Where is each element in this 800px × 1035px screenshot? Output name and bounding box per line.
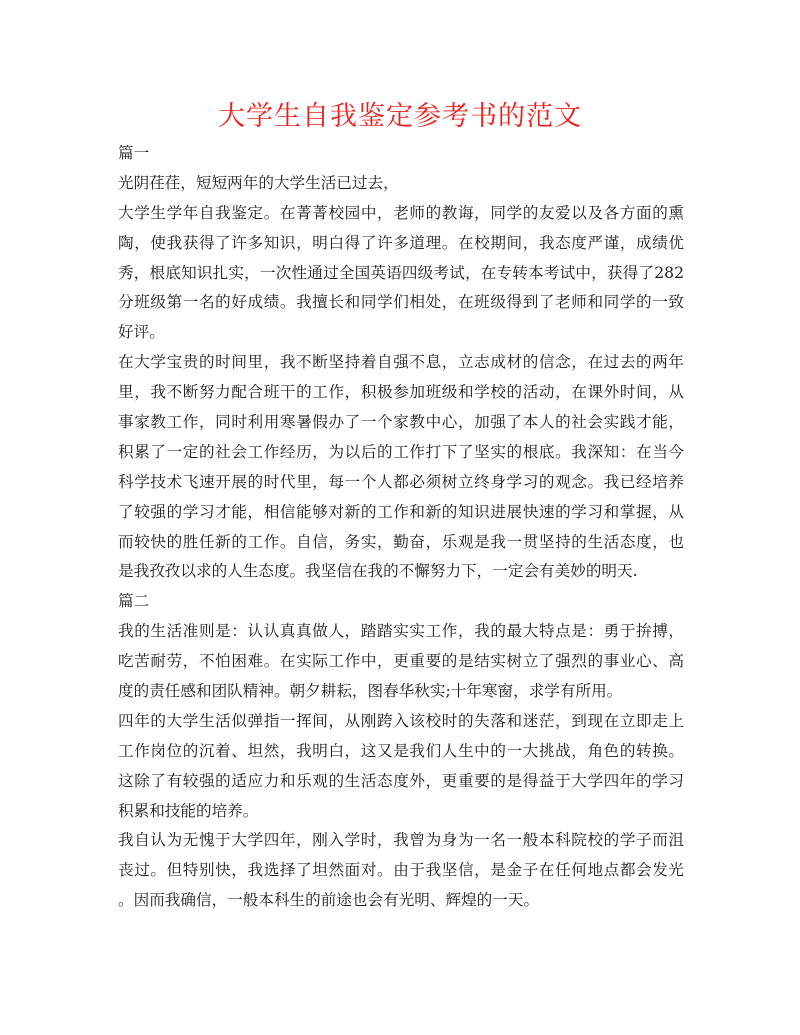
text-line: 光阴荏荏，短短两年的大学生活已过去，: [118, 173, 399, 192]
text-line: 陶，使我获得了许多知识，明白得了许多道理。在校期间，我态度严谨，成绩优: [118, 233, 684, 252]
text-line: 事家教工作，同时利用寒暑假办了一个家教中心，加强了本人的社会实践才能，: [118, 413, 684, 432]
text-line: 。因而我确信，一般本科生的前途也会有光明、辉煌的一天。: [118, 891, 540, 910]
text-line: 四年的大学生活似弹指一挥间，从刚跨入该校时的失落和迷茫，到现在立即走上: [118, 711, 684, 730]
text-line: 我的生活准则是：认认真真做人，踏踏实实工作，我的最大特点是：勇于拚搏，: [118, 622, 684, 641]
text-line: 大学生学年自我鉴定。在菁菁校园中，老师的教诲，同学的友爱以及各方面的熏: [118, 203, 684, 222]
text-line: 我自认为无愧于大学四年，刚入学时，我曾为身为一名一般本科院校的学子而沮: [118, 831, 684, 850]
text-line: 而较快的胜任新的工作。自信，务实，勤奋，乐观是我一贯坚持的生活态度，也: [118, 532, 684, 551]
section-heading-1: 篇一: [118, 144, 150, 162]
text-line: 科学技术飞速开展的时代里，每一个人都必须树立终身学习的观念。我已经培养: [118, 472, 684, 491]
text-line: 吃苦耐劳，不怕困难。在实际工作中，更重要的是结实树立了强烈的事业心、高: [118, 652, 684, 671]
text-line: 积累和技能的培养。: [118, 801, 259, 820]
text-line: 分班级第一名的好成绩。我擅长和同学们相处，在班级得到了老师和同学的一致: [118, 293, 684, 312]
document-body: [118, 139, 684, 916]
section-heading-2: 篇二: [118, 592, 150, 611]
text-line: 积累了一定的社会工作经历，为以后的工作打下了坚实的根底。我深知：在当今: [118, 442, 684, 461]
text-line: 丧过。但特别快，我选择了坦然面对。由于我坚信，是金子在任何地点都会发光: [118, 861, 684, 880]
text-line: 度的责任感和团队精神。朝夕耕耘，图春华秋实;十年寒窗，求学有所用。: [118, 682, 623, 701]
document-title: 大学生自我鉴定参考书的范文: [218, 101, 582, 132]
text-line: 了较强的学习才能，相信能够对新的工作和新的知识进展快速的学习和掌握，从: [118, 502, 684, 521]
text-line: 工作岗位的沉着、坦然，我明白，这又是我们人生中的一大挑战，角色的转换。: [118, 741, 684, 760]
text-line: 这除了有较强的适应力和乐观的生活态度外，更重要的是得益于大学四年的学习: [118, 771, 684, 790]
text-line: 在大学宝贵的时间里，我不断坚持着自强不息，立志成材的信念，在过去的两年: [118, 353, 684, 372]
text-line: 里，我不断努力配合班干的工作，积极参加班级和学校的活动，在课外时间，从: [118, 383, 684, 402]
text-line: 秀，根底知识扎实，一次性通过全国英语四级考试，在专转本考试中，获得了282: [118, 263, 684, 282]
text-line: 好评。: [118, 323, 165, 342]
text-line: 是我孜孜以求的人生态度。我坚信在我的不懈努力下，一定会有美妙的明天.: [118, 562, 638, 581]
